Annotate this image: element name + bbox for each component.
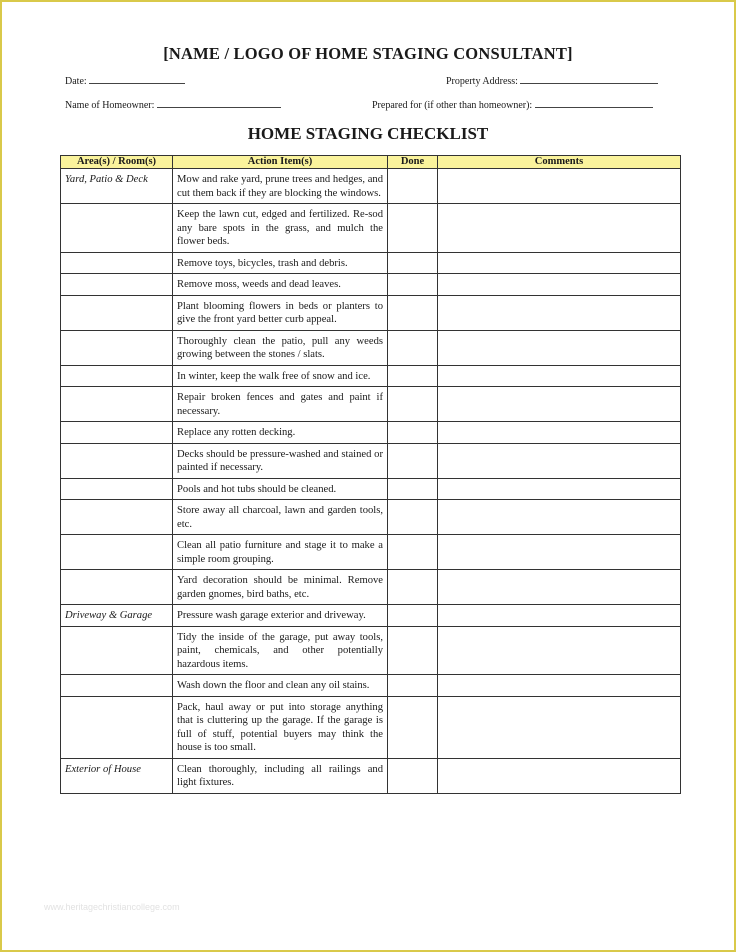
area-cell: Exterior of House bbox=[61, 758, 173, 793]
table-row bbox=[61, 330, 681, 365]
table-row bbox=[61, 500, 681, 535]
comments-cell[interactable] bbox=[438, 330, 681, 365]
table-row bbox=[61, 169, 681, 204]
done-cell[interactable] bbox=[388, 422, 438, 444]
comments-cell[interactable] bbox=[438, 295, 681, 330]
header-comments: Comments bbox=[438, 156, 681, 169]
done-cell[interactable] bbox=[388, 387, 438, 422]
action-item-cell: Tidy the inside of the garage, put away tools, paint, chemicals, and other potentially hazardous items. bbox=[173, 626, 388, 675]
table-row bbox=[61, 758, 681, 793]
homeowner-label: Name of Homeowner: bbox=[65, 100, 155, 111]
header-action: Action Item(s) bbox=[173, 156, 388, 169]
comments-cell[interactable] bbox=[438, 758, 681, 793]
table-row bbox=[61, 626, 681, 675]
comments-cell[interactable] bbox=[438, 675, 681, 697]
table-row bbox=[61, 387, 681, 422]
done-cell[interactable] bbox=[388, 500, 438, 535]
done-cell[interactable] bbox=[388, 605, 438, 627]
table-row bbox=[61, 443, 681, 478]
table-row bbox=[61, 478, 681, 500]
action-item-cell: Yard decoration should be minimal. Remove garden gnomes, bird baths, etc. bbox=[173, 570, 388, 605]
area-cell bbox=[61, 443, 173, 478]
table-row bbox=[61, 570, 681, 605]
action-item-cell: Keep the lawn cut, edged and fertilized. Re-sod any bare spots in the grass, and mulch the flower beds. bbox=[173, 204, 388, 253]
date-line[interactable] bbox=[89, 74, 185, 84]
area-cell bbox=[61, 478, 173, 500]
comments-cell[interactable] bbox=[438, 696, 681, 758]
action-item-cell: Remove moss, weeds and dead leaves. bbox=[173, 274, 388, 296]
area-cell bbox=[61, 535, 173, 570]
table-row bbox=[61, 365, 681, 387]
comments-cell[interactable] bbox=[438, 478, 681, 500]
table-row bbox=[61, 535, 681, 570]
comments-cell[interactable] bbox=[438, 422, 681, 444]
area-cell bbox=[61, 330, 173, 365]
action-item-cell: Repair broken fences and gates and paint if necessary. bbox=[173, 387, 388, 422]
done-cell[interactable] bbox=[388, 478, 438, 500]
prepared-for-field[interactable] bbox=[372, 98, 653, 111]
action-item-cell: In winter, keep the walk free of snow and ice. bbox=[173, 365, 388, 387]
area-cell bbox=[61, 204, 173, 253]
table-row bbox=[61, 696, 681, 758]
action-item-cell: Pack, haul away or put into storage anything that is cluttering up the garage. If the garage is full of stuff, potential buyers may think the house is too small. bbox=[173, 696, 388, 758]
area-cell bbox=[61, 365, 173, 387]
comments-cell[interactable] bbox=[438, 443, 681, 478]
done-cell[interactable] bbox=[388, 758, 438, 793]
comments-cell[interactable] bbox=[438, 626, 681, 675]
property-address-label: Property Address: bbox=[446, 76, 518, 87]
table-row bbox=[61, 204, 681, 253]
table-header-row bbox=[61, 156, 681, 169]
area-cell bbox=[61, 422, 173, 444]
done-cell[interactable] bbox=[388, 274, 438, 296]
watermark: www.heritagechristiancollege.com bbox=[44, 902, 180, 912]
area-cell bbox=[61, 387, 173, 422]
area-cell bbox=[61, 570, 173, 605]
table-row bbox=[61, 274, 681, 296]
comments-cell[interactable] bbox=[438, 500, 681, 535]
action-item-cell: Wash down the floor and clean any oil stains. bbox=[173, 675, 388, 697]
date-field[interactable] bbox=[65, 74, 185, 87]
done-cell[interactable] bbox=[388, 330, 438, 365]
area-cell bbox=[61, 274, 173, 296]
table-row bbox=[61, 295, 681, 330]
comments-cell[interactable] bbox=[438, 169, 681, 204]
property-address-line[interactable] bbox=[520, 74, 658, 84]
done-cell[interactable] bbox=[388, 535, 438, 570]
header-done: Done bbox=[388, 156, 438, 169]
header-area: Area(s) / Room(s) bbox=[61, 156, 173, 169]
comments-cell[interactable] bbox=[438, 570, 681, 605]
comments-cell[interactable] bbox=[438, 204, 681, 253]
action-item-cell: Plant blooming flowers in beds or planters to give the front yard better curb appeal. bbox=[173, 295, 388, 330]
area-cell bbox=[61, 696, 173, 758]
area-cell: Yard, Patio & Deck bbox=[61, 169, 173, 204]
comments-cell[interactable] bbox=[438, 605, 681, 627]
done-cell[interactable] bbox=[388, 675, 438, 697]
area-cell: Driveway & Garage bbox=[61, 605, 173, 627]
done-cell[interactable] bbox=[388, 365, 438, 387]
area-cell bbox=[61, 626, 173, 675]
table-row bbox=[61, 675, 681, 697]
prepared-for-line[interactable] bbox=[535, 98, 653, 108]
action-item-cell: Remove toys, bicycles, trash and debris. bbox=[173, 252, 388, 274]
checklist-title: HOME STAGING CHECKLIST bbox=[247, 124, 489, 143]
property-address-field[interactable] bbox=[446, 74, 658, 87]
table-row bbox=[61, 422, 681, 444]
done-cell[interactable] bbox=[388, 204, 438, 253]
table-row bbox=[61, 252, 681, 274]
checklist-rows bbox=[61, 169, 681, 794]
comments-cell[interactable] bbox=[438, 252, 681, 274]
checklist-table bbox=[60, 155, 681, 794]
comments-cell[interactable] bbox=[438, 365, 681, 387]
comments-cell[interactable] bbox=[438, 387, 681, 422]
homeowner-field[interactable] bbox=[65, 98, 281, 111]
homeowner-line[interactable] bbox=[157, 98, 281, 108]
area-cell bbox=[61, 675, 173, 697]
consultant-name-placeholder: [NAME / LOGO OF HOME STAGING CONSULTANT] bbox=[163, 44, 573, 63]
done-cell[interactable] bbox=[388, 696, 438, 758]
checklist-page bbox=[2, 2, 734, 950]
action-item-cell: Replace any rotten decking. bbox=[173, 422, 388, 444]
action-item-cell: Pools and hot tubs should be cleaned. bbox=[173, 478, 388, 500]
comments-cell[interactable] bbox=[438, 535, 681, 570]
prepared-for-label: Prepared for (if other than homeowner): bbox=[372, 100, 533, 111]
area-cell bbox=[61, 295, 173, 330]
action-item-cell: Decks should be pressure-washed and stained or painted if necessary. bbox=[173, 443, 388, 478]
action-item-cell: Mow and rake yard, prune trees and hedges, and cut them back if they are blocking the windows. bbox=[173, 169, 388, 204]
area-cell bbox=[61, 500, 173, 535]
done-cell[interactable] bbox=[388, 626, 438, 675]
action-item-cell: Clean thoroughly, including all railings and light fixtures. bbox=[173, 758, 388, 793]
done-cell[interactable] bbox=[388, 295, 438, 330]
done-cell[interactable] bbox=[388, 570, 438, 605]
done-cell[interactable] bbox=[388, 169, 438, 204]
action-item-cell: Thoroughly clean the patio, pull any weeds growing between the stones / slats. bbox=[173, 330, 388, 365]
action-item-cell: Pressure wash garage exterior and driveway. bbox=[173, 605, 388, 627]
done-cell[interactable] bbox=[388, 443, 438, 478]
action-item-cell: Store away all charcoal, lawn and garden tools, etc. bbox=[173, 500, 388, 535]
comments-cell[interactable] bbox=[438, 274, 681, 296]
area-cell bbox=[61, 252, 173, 274]
done-cell[interactable] bbox=[388, 252, 438, 274]
table-row bbox=[61, 605, 681, 627]
action-item-cell: Clean all patio furniture and stage it to make a simple room grouping. bbox=[173, 535, 388, 570]
date-label: Date: bbox=[65, 76, 87, 87]
